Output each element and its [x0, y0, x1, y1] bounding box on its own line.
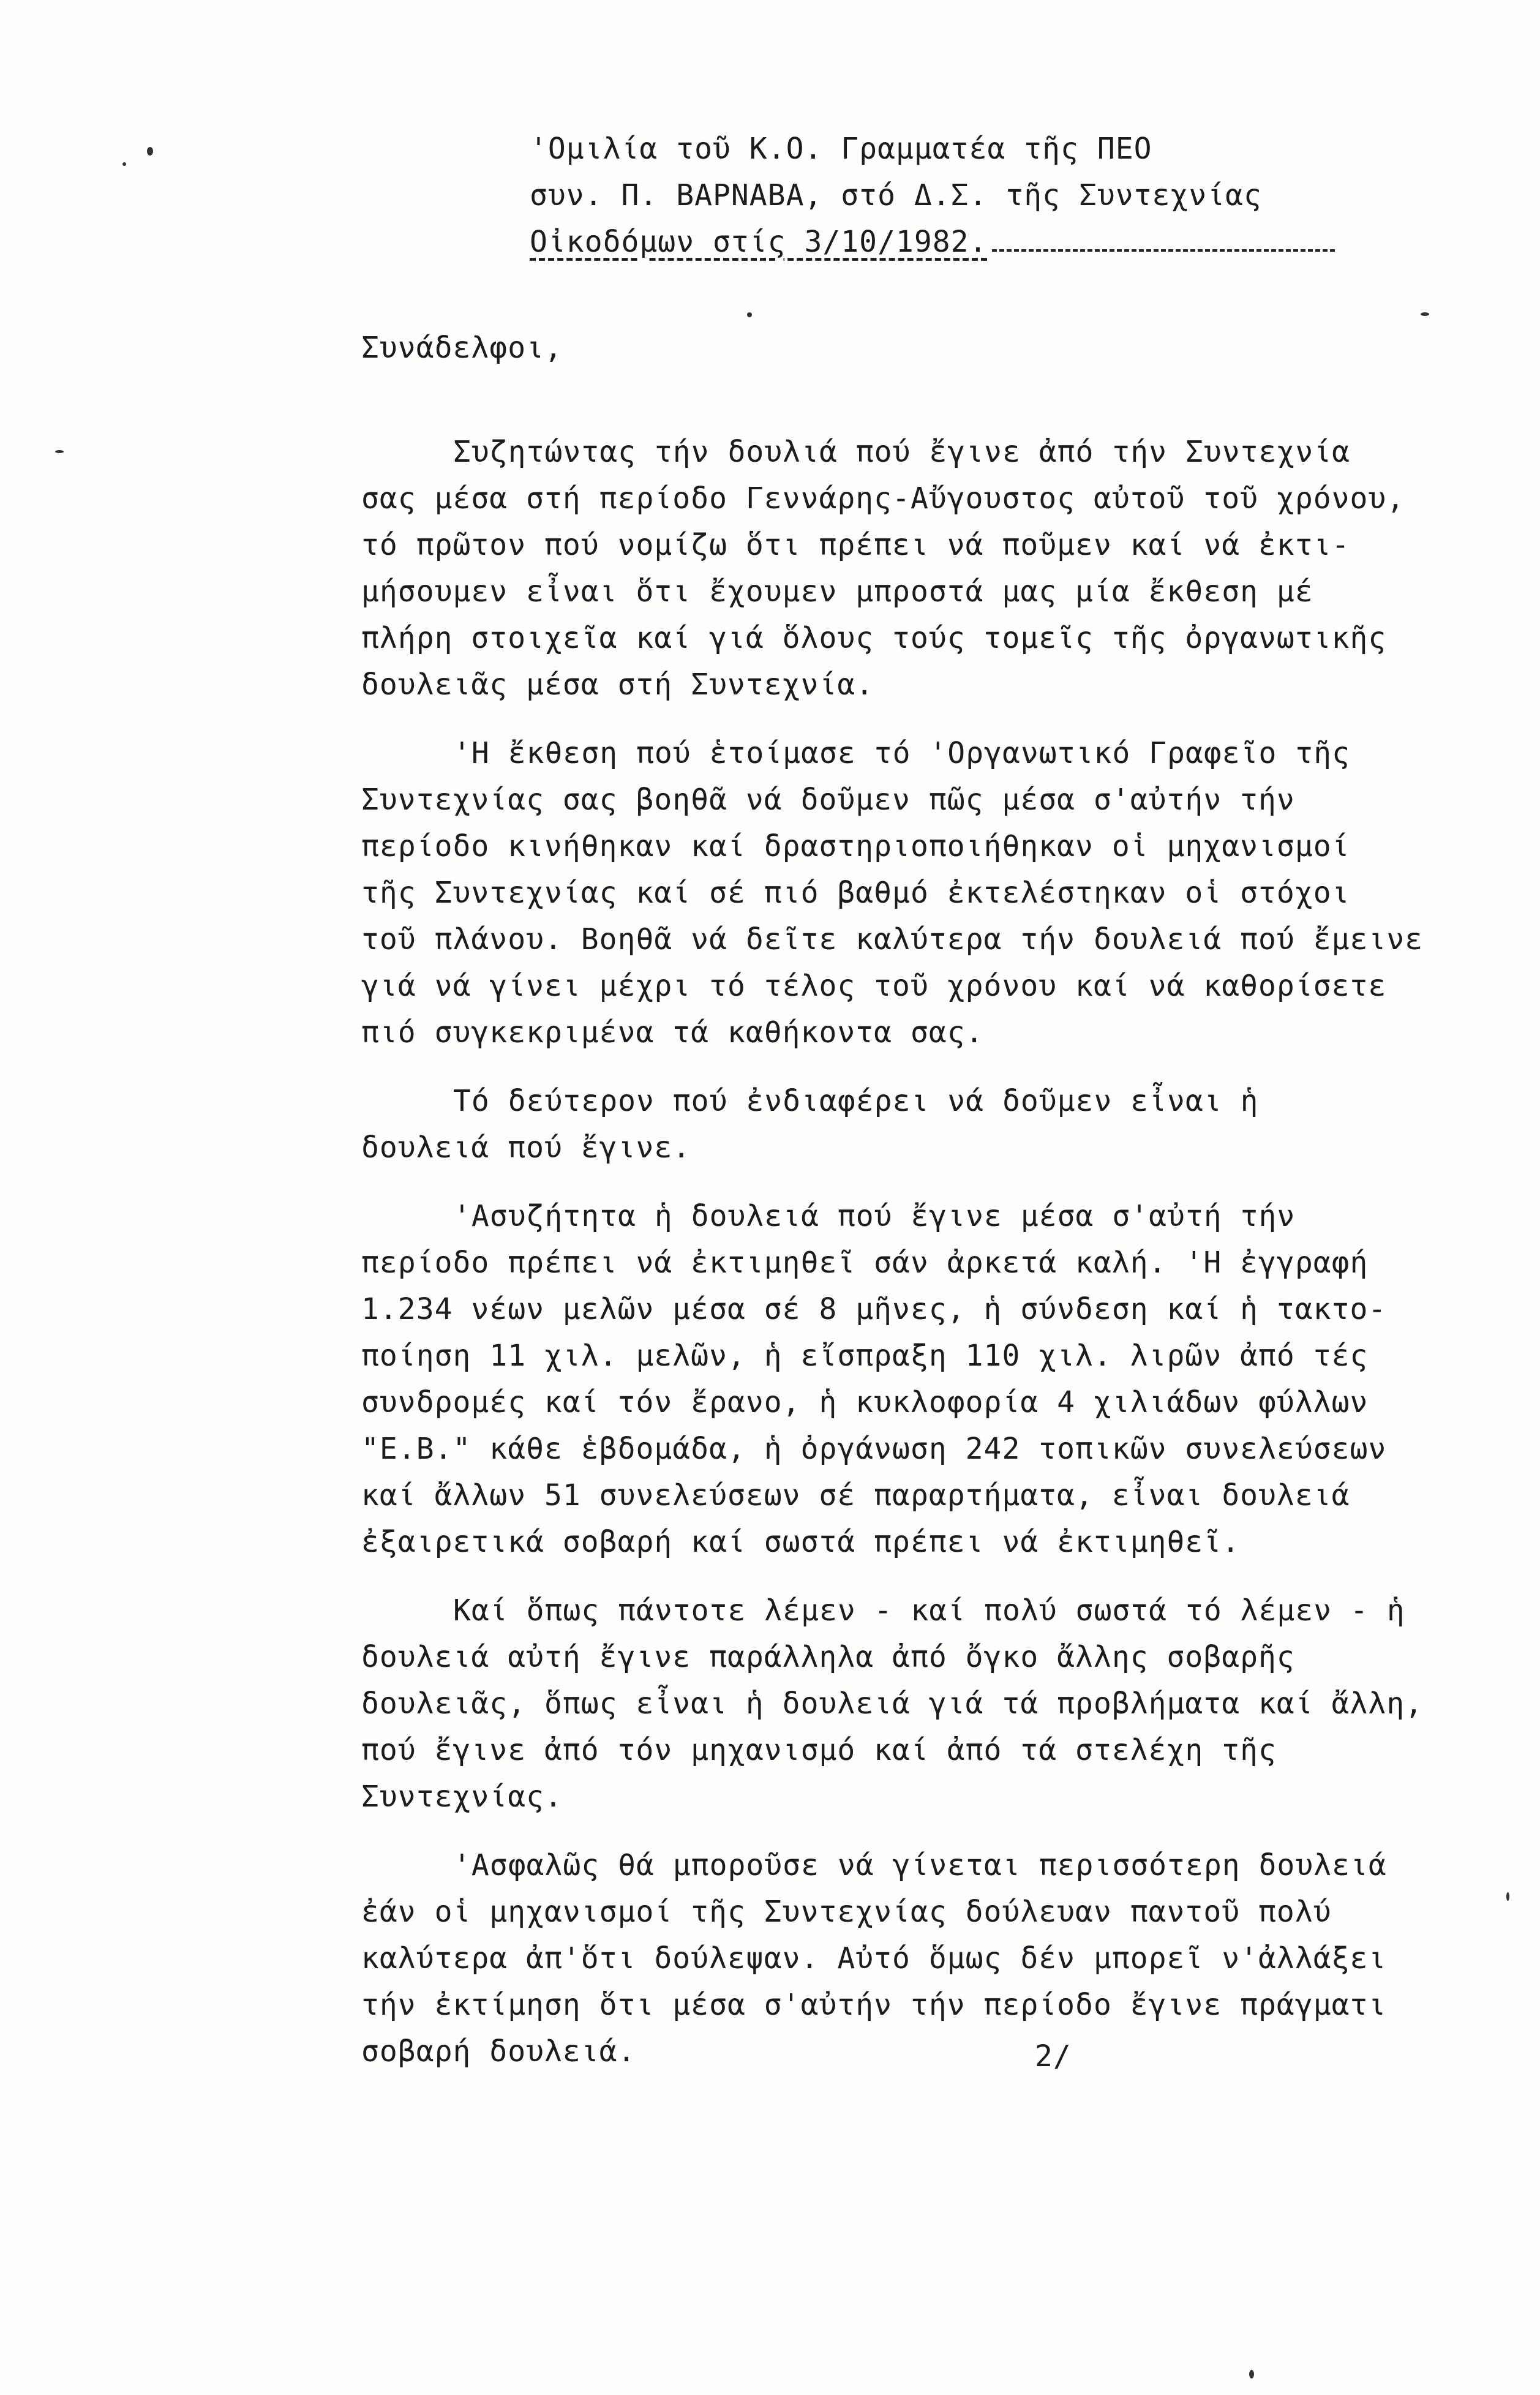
paragraph-6: 'Ασφαλῶς θά μποροῦσε νά γίνεται περισσότερη δουλειά ἐάν οἱ μηχανισμοί τῆς Συντεχνίας δούλευαν παντοῦ πολύ καλύτερα ἀπ'ὅτι δούλεψαν. Αὐτό ὅμως δέν μπορεῖ ν'ἀλλάξει τήν ἐκτίμηση ὅτι μέσα σ'αὐτήν τήν περίοδο ἔγινε πράγματι σοβαρή δουλειά.	[361, 1848, 1387, 2069]
scan-speck	[747, 312, 752, 317]
page-continuation-marker: 2/	[1035, 2039, 1072, 2074]
scan-speck	[1506, 1892, 1509, 1901]
paragraph-1: Συζητώντας τήν δουλιά πού ἔγινε ἀπό τήν Συντεχνία σας μέσα στή περίοδο Γεννάρης-Αὔγουστος αὐτοῦ τοῦ χρόνου, τό πρῶτον πού νομίζω ὅτι πρέπει νά ποῦμεν καί νά ἐκτι- μήσουμεν εἶναι ὅτι ἔχουμεν μπροστά μας μία ἔκθεση μέ πλήρη στοιχεῖα καί γιά ὅλους τούς τομεῖς τῆς ὀργανωτικῆς δουλειᾶς μέσα στή Συντεχνία.	[361, 435, 1405, 702]
document-heading	[530, 126, 1335, 265]
scan-speck	[1421, 312, 1429, 316]
paragraph-5: Καί ὅπως πάντοτε λέμεν - καί πολύ σωστά τό λέμεν - ἡ δουλειά αὐτή ἔγινε παράλληλα ἀπό ὄγκο ἄλλης σοβαρῆς δουλειᾶς, ὅπως εἶναι ἡ δουλειά γιά τά προβλήματα καί ἄλλη, πού ἔγινε ἀπό τόν μηχανισμό καί ἀπό τά στελέχη τῆς Συντεχνίας.	[361, 1593, 1424, 1814]
heading-line-2: συν. Π. ΒΑΡΝΑΒΑ, στό Δ.Σ. τῆς Συντεχνίας	[530, 178, 1262, 212]
heading-dashed-rule	[992, 231, 1335, 252]
paragraph-3: Τό δεύτερον πού ἐνδιαφέρει νά δοῦμεν εἶναι ἡ δουλειά πού ἔγινε.	[361, 1084, 1259, 1165]
heading-line-3-text: Οἰκοδόμων στίς 3/10/1982.	[530, 225, 988, 259]
salutation: Συνάδελφοι,	[361, 331, 563, 365]
paragraph-4: 'Ασυζήτητα ἡ δουλειά πού ἔγινε μέσα σ'αὐτή τήν περίοδο πρέπει νά ἐκτιμηθεῖ σάν ἀρκετά καλή. 'Η ἐγγραφή 1.234 νέων μελῶν μέσα σέ 8 μῆνες, ἡ σύνδεση καί ἡ τακτο- ποίηση 11 χιλ. μελῶν, ἡ εἴσπραξη 110 χιλ. λιρῶν ἀπό τές συνδρομές καί τόν ἔρανο, ἡ κυκλοφορία 4 χιλιάδων φύλλων "Ε.Β." κάθε ἑβδομάδα, ἡ ὀργάνωση 242 τοπικῶν συνελεύσεων καί ἄλλων 51 συνελεύσεων σέ παραρτήματα, εἶναι δουλειά ἐξαιρετικά σοβαρή καί σωστά πρέπει νά ἐκτιμηθεῖ.	[361, 1199, 1387, 1559]
heading-line-3	[530, 219, 1335, 265]
scan-speck	[1249, 2370, 1254, 2378]
paragraph-2: 'Η ἔκθεση πού ἑτοίμασε τό 'Οργανωτικό Γραφεῖο τῆς Συντεχνίας σας βοηθᾶ νά δοῦμεν πῶς μέσα σ'αὐτήν τήν περίοδο κινήθηκαν καί δραστηριοποιήθηκαν οἱ μηχανισμοί τῆς Συντεχνίας καί σέ πιό βαθμό ἐκτελέστηκαν οἱ στόχοι τοῦ πλάνου. Βοηθᾶ νά δεῖτε καλύτερα τήν δουλειά πού ἔμεινε γιά νά γίνει μέχρι τό τέλος τοῦ χρόνου καί νά καθορίσετε πιό συγκεκριμένα τά καθήκοντα σας.	[361, 736, 1424, 1050]
scan-speck	[147, 147, 153, 156]
scan-speck	[55, 450, 64, 453]
document-body	[361, 429, 1451, 2097]
heading-line-1: 'Ομιλία τοῦ Κ.Ο. Γραμματέα τῆς ΠΕΟ	[530, 132, 1152, 166]
scan-speck	[122, 162, 126, 166]
